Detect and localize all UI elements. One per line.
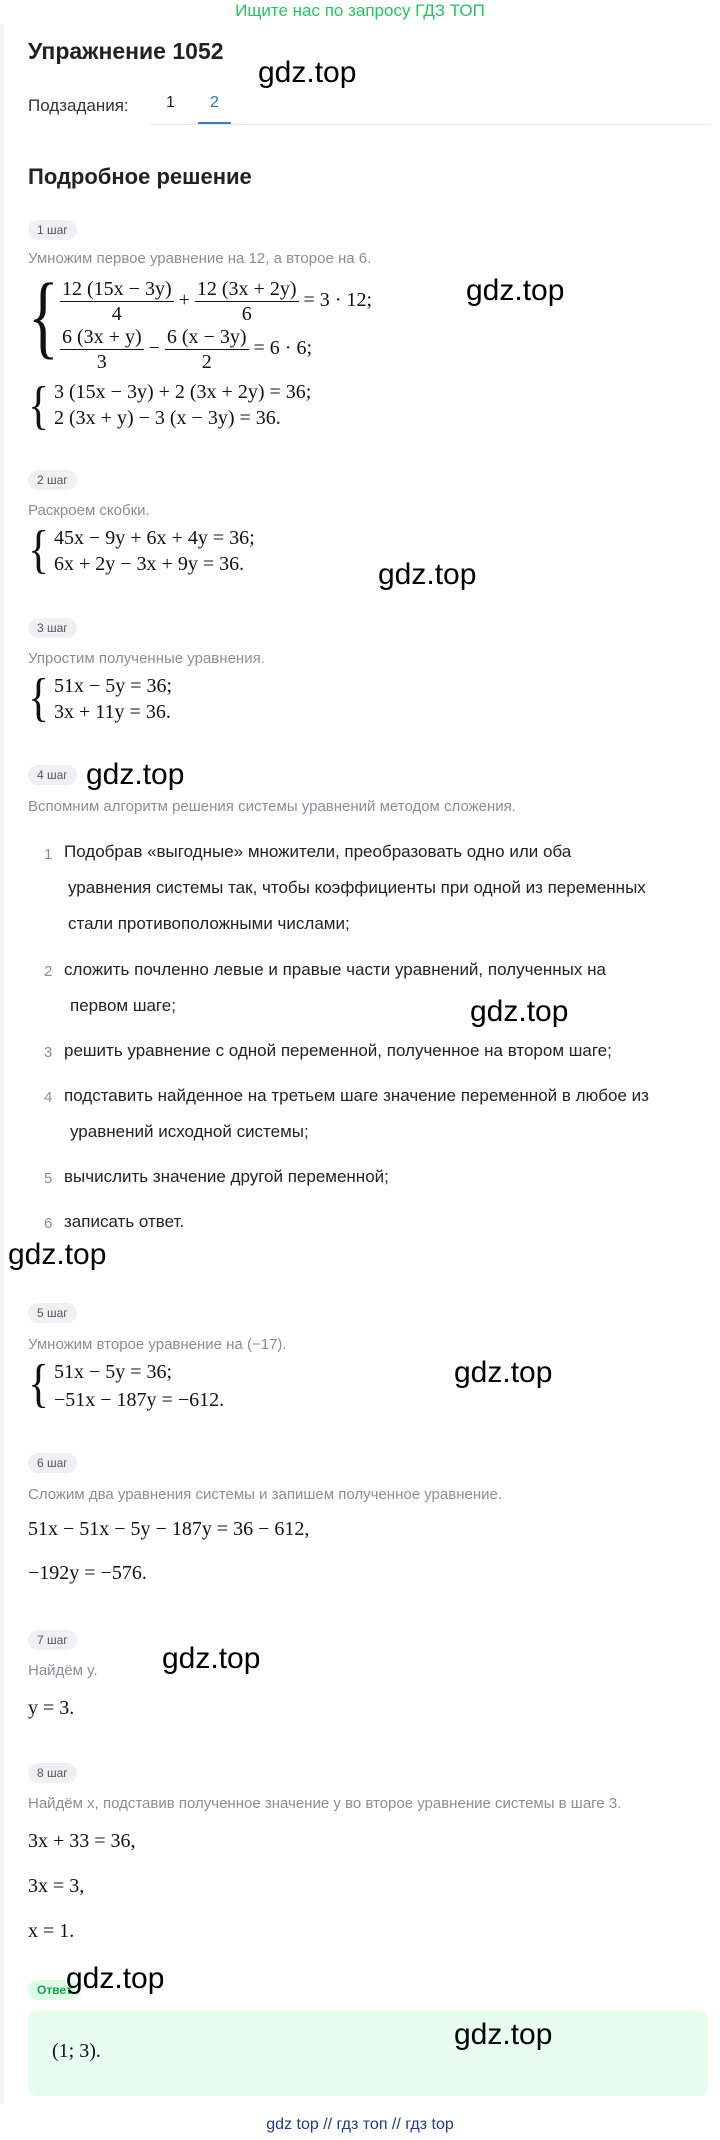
equation-line: x = 1. [28, 1920, 75, 1942]
answer-badge: Ответ [28, 1980, 81, 2000]
list-item: Подобрав «выгодные» множители, преобразовать одно или оба уравнения системы так, чтобы коэффициенты при одной из переменных стали противоположными числами; [64, 842, 646, 933]
watermark: gdz.top [8, 1238, 107, 1271]
equation-line: 2 (3x + y) − 3 (x − 3y) = 36. [54, 407, 281, 429]
system-brace: { [28, 264, 59, 368]
list-item: записать ответ. [64, 1212, 185, 1231]
watermark: gdz.top [162, 1642, 261, 1675]
step-badge: 7 шаг [28, 1630, 77, 1650]
watermark: gdz.top [86, 758, 185, 791]
equation-line: 51x − 5y = 36; [54, 1361, 173, 1383]
equation-line: y = 3. [28, 1697, 75, 1719]
system-brace: { [28, 376, 50, 436]
watermark: gdz.top [454, 2018, 553, 2051]
equation-line: 3x + 33 = 36, [28, 1830, 136, 1852]
tab-subtask-2[interactable]: 2 [198, 94, 231, 124]
list-number: 2 [44, 963, 53, 980]
step-note: Вспомним алгоритм решения системы уравнений методом сложения. [28, 798, 516, 815]
step-badge: 2 шаг [28, 470, 77, 490]
search-hint-banner[interactable]: Ищите нас по запросу ГДЗ ТОП [235, 1, 485, 20]
step-note: Умножим первое уравнение на 12, а второе на 6. [28, 250, 372, 267]
equation-line: $\frac{12 (15x - 3y)}{4}$ + $\frac{12 (3x + 2y)}{6}$ = 3 · 12; [62, 278, 372, 325]
step-badge: 5 шаг [28, 1303, 77, 1323]
equation-line: $\frac{6 (3x + y)}{3}$ − $\frac{6 (x - 3y)}{2}$ = 6 · 6; [62, 326, 312, 373]
step-note: Найдём y. [28, 1662, 98, 1679]
watermark: gdz.top [470, 995, 569, 1028]
equation-line: 51x − 5y = 36; [54, 675, 173, 697]
answer-value: (1; 3). [52, 2040, 101, 2062]
equation-line: 45x − 9y + 6x + 4y = 36; [54, 527, 255, 549]
watermark: gdz.top [66, 1962, 165, 1995]
list-number: 6 [44, 1215, 53, 1232]
watermark: gdz.top [258, 56, 357, 89]
page-title: Упражнение 1052 [28, 38, 224, 64]
step-badge: 4 шаг [28, 765, 77, 785]
list-item: решить уравнение с одной переменной, полученное на втором шаге; [64, 1041, 612, 1060]
list-number: 3 [44, 1044, 53, 1061]
watermark: gdz.top [378, 558, 477, 591]
step-badge: 1 шаг [28, 220, 77, 240]
equation-line: 3 (15x − 3y) + 2 (3x + 2y) = 36; [54, 381, 312, 403]
list-number: 4 [44, 1089, 53, 1106]
system-brace: { [28, 1354, 50, 1414]
watermark: gdz.top [466, 274, 565, 307]
list-number: 1 [44, 846, 53, 863]
list-item: сложить почленно левые и правые части уравнений, полученных на первом шаге; [64, 960, 606, 1015]
step-badge: 3 шаг [28, 618, 77, 638]
system-brace: { [28, 668, 50, 728]
equation-line: −192y = −576. [28, 1562, 147, 1584]
system-brace: { [28, 520, 50, 580]
equation-line: −51x − 187y = −612. [54, 1389, 225, 1411]
step-note: Раскроем скобки. [28, 502, 150, 519]
left-border [0, 24, 4, 2104]
equation-line: 51x − 51x − 5y − 187y = 36 − 612, [28, 1518, 310, 1540]
tab-subtask-1[interactable]: 1 [166, 94, 175, 111]
step-badge: 6 шаг [28, 1453, 77, 1473]
list-item: подставить найденное на третьем шаге значение переменной в любое из уравнений исходной системы; [64, 1086, 649, 1141]
subtasks-label: Подзадания: [28, 96, 129, 115]
tabs-divider [150, 124, 710, 125]
equation-line: 3x = 3, [28, 1875, 85, 1897]
watermark: gdz.top [454, 1356, 553, 1389]
answer-box [28, 2010, 708, 2096]
list-item: вычислить значение другой переменной; [64, 1167, 389, 1186]
list-number: 5 [44, 1170, 53, 1187]
equation-line: 3x + 11y = 36. [54, 701, 171, 723]
section-title: Подробное решение [28, 164, 252, 189]
equation-line: 6x + 2y − 3x + 9y = 36. [54, 553, 245, 575]
step-badge: 8 шаг [28, 1763, 77, 1783]
step-note: Найдём x, подставив полученное значение y во второе уравнение системы в шаге 3. [28, 1795, 622, 1812]
step-note: Упростим полученные уравнения. [28, 650, 265, 667]
step-note: Умножим второе уравнение на (−17). [28, 1336, 287, 1353]
footer-links[interactable]: gdz top // гдз топ // гдз top [266, 2116, 454, 2133]
step-note: Сложим два уравнения системы и запишем полученное уравнение. [28, 1486, 503, 1503]
